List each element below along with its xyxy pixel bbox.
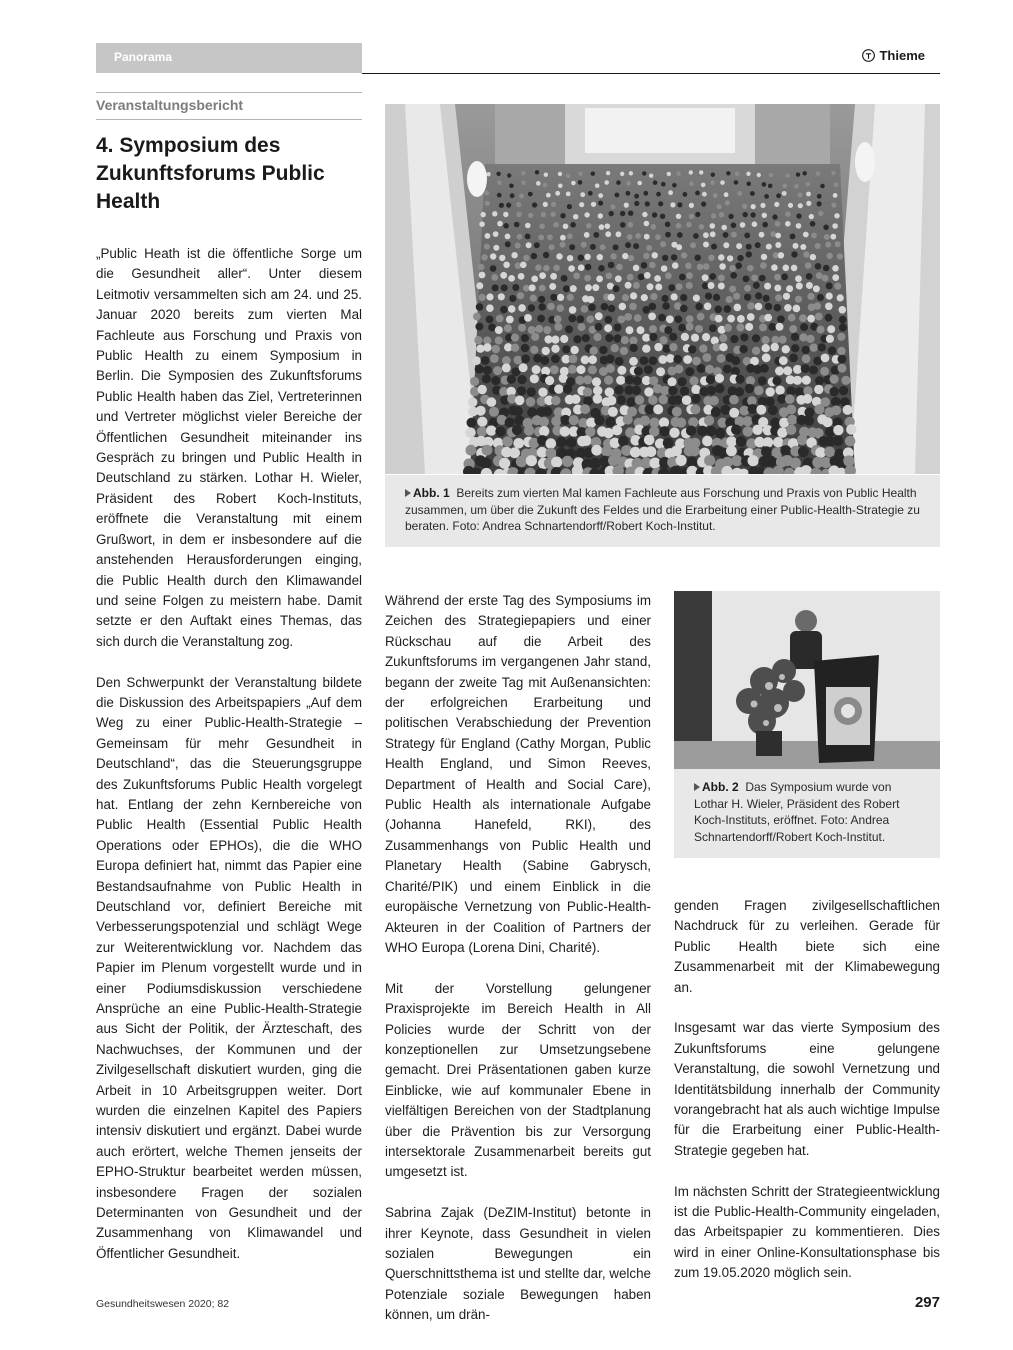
figure-2-caption-text: Das Symposium wurde von Lothar H. Wieler, Präsident des Robert Koch-Instituts, eröffnet. Foto: Andrea Schnartendorff/Robert Koch-Institut. <box>694 780 900 844</box>
speaker-photo-image <box>674 591 940 769</box>
thieme-logo-icon <box>862 49 875 62</box>
publisher-brand <box>862 48 925 63</box>
caption-arrow-icon <box>694 783 700 791</box>
header-rule <box>362 73 940 74</box>
figure-1-caption <box>385 475 940 547</box>
text-column-3 <box>674 896 940 1284</box>
figure-2-label: Abb. 2 <box>702 780 739 794</box>
section-tab <box>96 43 362 73</box>
publisher-name: Thieme <box>879 48 925 63</box>
category-rule-bottom <box>96 119 362 120</box>
caption-arrow-icon <box>405 489 411 497</box>
paragraph: genden Fragen zivilgesellschaftlichen Nachdruck für zu verleihen. Gerade für Public Health biete sich eine Zusammenarbeit mit der Klimabewegung an. <box>674 898 940 995</box>
paragraph: Insgesamt war das vierte Symposium des Zukunftsforums eine gelungene Veranstaltung, die sowohl Vernetzung und Identitätsbildung innerhalb der Community vorangebracht hat als auch wichtige Impulse für die Erarbeitung einer Public-Health-Strategie gegeben hat. <box>674 1020 940 1158</box>
paragraph: Im nächsten Schritt der Strategieentwicklung ist die Public-Health-Community eingeladen, das Arbeitspapier zu kommentieren. Dies wird in einer Online-Konsultationsphase bis zum 19.05.2020 möglich sein. <box>674 1183 940 1281</box>
section-tab-label: Panorama <box>114 50 173 64</box>
article-title: 4. Symposium des Zukunftsforums Public Health <box>96 134 325 213</box>
figure-2-photo <box>674 591 940 769</box>
article-category: Veranstaltungsbericht <box>96 97 244 113</box>
text-column-2 <box>385 591 651 1326</box>
figure-2-caption <box>674 769 940 858</box>
page-number: 297 <box>914 1294 940 1311</box>
crowd-photo-image <box>385 104 940 474</box>
paragraph: „Public Heath ist die öffentliche Sorge um die Gesundheit aller“. Unter diesem Leitmotiv versammelten sich am 24. und 25. Januar 2020 bereits zum vierten Mal Fachleute aus Forschung und Praxis von Public Health zu einem Symposium in Berlin. Die Symposien des Zukunftsforums Public Health haben das Ziel, Vertreterinnen und Vertreter möglichst vieler Bereiche der Öffentlichen Gesundheit miteinander ins Gespräch zu bringen und Public Health in Deutschland zu stärken. Lothar H. Wieler, Präsident des Robert Koch-Instituts, eröffnete die Veranstaltung mit einem Grußwort, in dem er insbesondere auf die anstehenden Herausforderungen einging, die Public Health durch den Klimawandel und seine Folgen zu meistern habe. Damit setzte er den Auftakt eines Themas, das sich durch die Veranstaltung zog. <box>96 246 362 649</box>
paragraph: Sabrina Zajak (DeZIM-Institut) betonte in ihrer Keynote, dass Gesundheit in vielen sozialen Bewegungen ein Querschnittsthema ist und stellte dar, welche Potenziale soziale Bewegungen haben können, um drän- <box>385 1205 651 1323</box>
paragraph: Mit der Vorstellung gelungener Praxisprojekte im Bereich Health in All Policies wurde der Schritt von der konzeptionellen zur Umsetzungsebene gemacht. Drei Präsentationen gaben kurze Einblicke, wie auf kommunaler Ebene in vielfältigen Bereichen von der Stadtplanung über die Prävention bis zur Versorgung intersektorale Zusammenarbeit bereits gut umgesetzt ist. <box>385 980 651 1180</box>
figure-1-label: Abb. 1 <box>413 486 450 500</box>
journal-citation: Gesundheitswesen 2020; 82 <box>96 1298 230 1310</box>
paragraph: Den Schwerpunkt der Veranstaltung bildete die Diskussion des Arbeitspapiers „Auf dem Weg zu einer Public-Health-Strategie – Gemeinsam für mehr Gesundheit in Deutschland“, das die Steuerungsgruppe des Zukunftsforums Public Health vorgelegt hat. Entlang der zehn Kernbereiche von Public Health (Essential Public Health Operations oder EPHOs), die die WHO Europa definiert hat, nimmt das Papier eine Bestandsaufnahme von Public Health in Deutschland vor, definiert Bereiche mit Verbesserungspotenzial und schlägt Wege zur Weiterentwicklung vor. Nachdem das Papier im Plenum vorgestellt wurde und in einer Podiumsdiskussion verschiedene Ansprüche an eine Public-Health-Strategie aus Sicht der Politik, der Ärzteschaft, des Nachwuchses, der Kommunen und der Zivilgesellschaft diskutiert wurden, ging die Arbeit in 10 Arbeitsgruppen weiter. Dort wurden die einzelnen Kapitel des Papiers intensiv diskutiert und ergänzt. Dabei wurde auch erörtert, welche Themen jenseits der EPHO-Struktur bearbeitet werden müssen, insbesondere Fragen der sozialen Determinanten von Gesundheit und der Zusammenhang von Klimawandel und Öffentlicher Gesundheit. <box>96 674 362 1261</box>
category-rule-top <box>96 92 362 93</box>
figure-1-photo <box>385 104 940 474</box>
figure-1-caption-text: Bereits zum vierten Mal kamen Fachleute aus Forschung und Praxis von Public Health zusammen, um über die Zukunft des Feldes und die Erarbeitung einer Public-Health-Strategie zu beraten. Foto: Andrea Schnartendorff/Robert Koch-Institut. <box>405 486 920 533</box>
text-column-1 <box>96 244 362 1264</box>
paragraph: Während der erste Tag des Symposiums im Zeichen des Strategiepapiers und einer Rückschau auf die Arbeit des Zukunftsforums im vergangenen Jahr stand, begann der zweite Tag mit Außenansichten: der erfolgreichen Erarbeitung und politischen Verabschiedung der Prevention Strategy für England (Cathy Morgan, Public Health England, und Simon Reeves, Department of Health and Social Care), Public Health als internationale Aufgabe (Johanna Hanefeld, RKI), des Zusammenhangs von Public Health und Planetary Health (Sabine Gabrysch, Charité/PIK) und einem Einblick in die europäische Vernetzung von Public-Health-Akteuren in der Coalition of Partners der WHO Europa (Lorena Dini, Charité). <box>385 593 651 955</box>
